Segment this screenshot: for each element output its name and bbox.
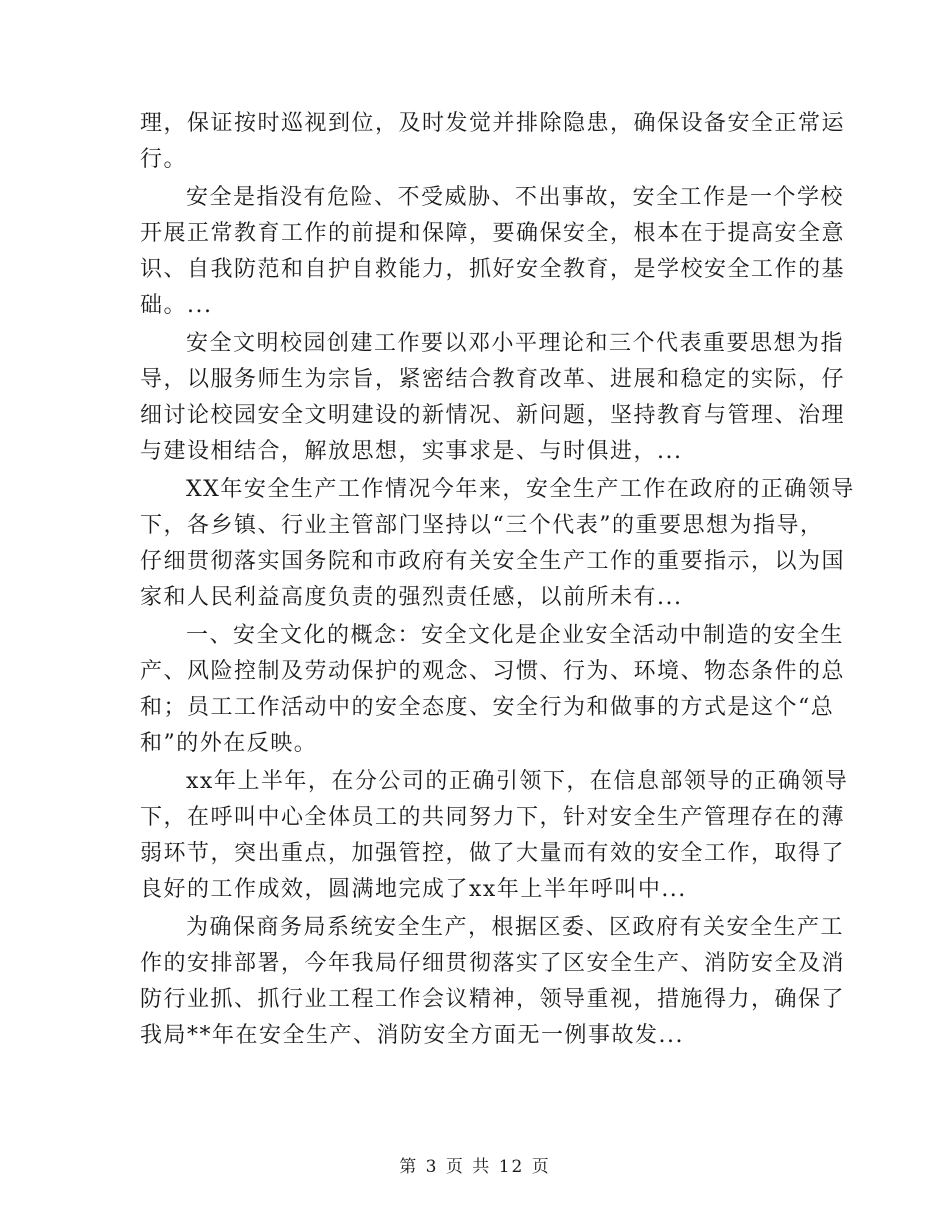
paragraph-line: 和；员工工作活动中的安全态度、安全行为和做事的方式是这个“总	[140, 695, 835, 720]
paragraph-line: 开展正常教育工作的前提和保障，要确保安全，根本在于提高安全意	[140, 221, 846, 246]
paragraph-line: 和”的外在反映。	[140, 731, 318, 756]
paragraph-line: 良好的工作成效，圆满地完成了xx年上半年呼叫中...	[140, 877, 687, 902]
paragraph-line: 下，各乡镇、行业主管部门坚持以“三个代表”的重要思想为指导，	[140, 513, 824, 538]
paragraph-line: 识、自我防范和自护自救能力，抓好安全教育，是学校安全工作的基	[140, 257, 846, 282]
paragraph-line: 产、风险控制及劳动保护的观念、习惯、行为、环境、物态条件的总	[140, 659, 846, 684]
paragraph-line: 导，以服务师生为宗旨，紧密结合教育改革、进展和稳定的实际，仔	[140, 367, 846, 392]
paragraph-line: 理，保证按时巡视到位，及时发觉并排除隐患，确保设备安全正常运	[140, 111, 846, 136]
paragraph-line: 仔细贯彻落实国务院和市政府有关安全生产工作的重要指示，以为国	[140, 549, 846, 574]
paragraph-line: 细讨论校园安全文明建设的新情况、新问题，坚持教育与管理、治理	[140, 403, 846, 428]
paragraph-line: 弱环节，突出重点，加强管控，做了大量而有效的安全工作，取得了	[140, 841, 846, 866]
paragraph	[140, 618, 846, 762]
paragraph-line: 一、安全文化的概念：安全文化是企业安全活动中制造的安全生	[186, 623, 845, 648]
paragraph-line: 家和人民利益高度负责的强烈责任感，以前所未有...	[140, 585, 683, 610]
paragraph-line: 础。...	[140, 293, 213, 318]
paragraph	[140, 910, 846, 1054]
paragraph	[140, 180, 846, 324]
paragraph-line: 我局**年在安全生产、消防安全方面无一例事故发...	[140, 1023, 684, 1048]
paragraph	[140, 326, 846, 470]
paragraph-line: 安全是指没有危险、不受威胁、不出事故，安全工作是一个学校	[186, 185, 845, 210]
paragraph-line: 作的安排部署，今年我局仔细贯彻落实了区安全生产、消防安全及消	[140, 951, 846, 976]
paragraph-line: 行。	[140, 147, 188, 172]
document-body	[140, 106, 855, 1056]
paragraph-line: 与建设相结合，解放思想，实事求是、与时俱进，...	[140, 439, 683, 464]
paragraph	[140, 472, 855, 616]
paragraph-line: 为确保商务局系统安全生产，根据区委、区政府有关安全生产工	[186, 915, 845, 940]
paragraph-line: 安全文明校园创建工作要以邓小平理论和三个代表重要思想为指	[186, 331, 845, 356]
paragraph	[140, 106, 846, 178]
paragraph-line: 防行业抓、抓行业工程工作会议精神，领导重视，措施得力，确保了	[140, 987, 846, 1012]
page-footer: 第 3 页 共 12 页	[399, 1157, 551, 1177]
paragraph-line: xx年上半年，在分公司的正确引领下，在信息部领导的正确领导	[186, 769, 849, 794]
paragraph	[140, 764, 849, 908]
paragraph-line: XX年安全生产工作情况今年来，安全生产工作在政府的正确领导	[186, 477, 855, 502]
paragraph-line: 下，在呼叫中心全体员工的共同努力下，针对安全生产管理存在的薄	[140, 805, 846, 830]
